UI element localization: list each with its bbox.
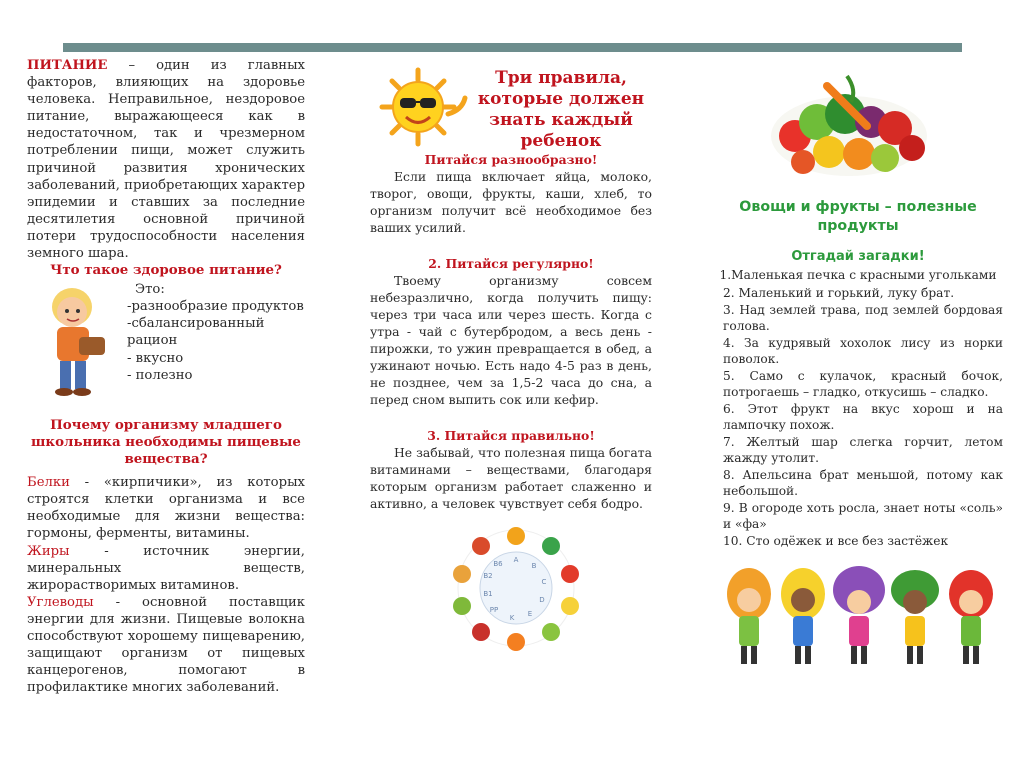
boy-illustration	[27, 279, 127, 404]
rules-title: Три правила, которые должен знать каждый ребенок	[477, 68, 645, 151]
nutrient-proteins	[27, 474, 305, 542]
nutrient-term: Белки	[27, 475, 70, 491]
riddle-item: 2. Маленький и горький, луку брат.	[723, 285, 955, 300]
intro-text: – один из главных факторов, влияющих на здоровье человека. Неправильное, нездоровое питание, выражающееся как в недостаточном, так и чрезмерном потреблении пищи, может служить причиной развития хронических заболеваний, приобретающих характер эпидемии и ставших за последние десятилетия основной причиной потери трудоспособности населения земного шара.	[27, 58, 306, 262]
riddle-item: 4. За кудрявый хохолок лису из норки поволок.	[723, 336, 1003, 366]
vitamin-letter: K	[509, 614, 515, 622]
riddle-item: 3. Над землей трава, под землей бордовая голова.	[723, 303, 1003, 333]
veg-fruit-title: Овощи и фрукты – полезные продукты	[739, 199, 977, 234]
vitamin-letter: D	[539, 596, 545, 604]
riddle-item: 1.Маленькая печка с красными угольками	[719, 268, 997, 282]
vitamin-letter: A	[513, 556, 519, 564]
rule-2-title: 2. Питайся регулярно!	[428, 256, 594, 271]
riddles-title: Отгадай загадки!	[791, 249, 925, 264]
question-healthy-food: Что такое здоровое питание?	[50, 262, 282, 279]
healthy-food-list	[127, 281, 305, 384]
rule-3-title: 3. Питайся правильно!	[427, 428, 595, 443]
intro-paragraph	[27, 57, 305, 262]
rule-1-text: Если пища включает яйца, молоко, творог, овощи, фрукты, каши, хлеб, то организм получит всё необходимое без ваших усилий.	[370, 169, 652, 235]
vitamin-letter: E	[527, 610, 533, 618]
nutrient-carbs	[27, 594, 305, 697]
left-column	[27, 57, 305, 696]
vitamin-letter: B6	[493, 560, 503, 568]
vitamin-letter: B2	[483, 572, 493, 580]
nutrient-term: Жиры	[27, 543, 70, 559]
top-divider-bar	[63, 43, 962, 52]
nutrient-term: Углеводы	[27, 594, 94, 610]
rule-3-text: Не забывай, что полезная пища богата витаминами – веществами, благодаря которым организм работает слаженно и активно, а человек чувствует себя бодро.	[370, 445, 652, 511]
nutrient-text: - основной поставщик энергии для жизни. Пищевые волокна способствуют хорошему пищеварению, защищают организм от пищевых канцерогенов, помогают в профилактике многих заболеваний.	[27, 594, 305, 696]
vitamin-plate-illustration	[436, 526, 596, 651]
nutrient-text: - источник энергии, минеральных веществ, жирорастворимых витаминов.	[27, 543, 305, 593]
rules-header	[370, 66, 652, 152]
list-item: - вкусно	[127, 350, 184, 366]
sun-illustration	[370, 66, 470, 148]
vitamin-letter: C	[541, 578, 547, 586]
healthy-food-block	[27, 279, 305, 417]
middle-column	[370, 66, 652, 651]
nutrient-text: - «кирпичики», из которых строятся клетки организма и все необходимые для жизни вещества: гормоны, ферменты, витамины.	[27, 475, 305, 542]
kids-in-veg-costumes-illustration	[721, 564, 1001, 674]
list-item: -сбалансированный рацион	[127, 316, 265, 349]
list-item: Это:	[135, 282, 165, 298]
nutrient-fats	[27, 543, 305, 594]
question-nutrients: Почему организму младшего школьника необходимы пищевые вещества?	[31, 417, 301, 468]
right-column	[713, 66, 1003, 674]
riddle-item: 8. Апельсина брат меньшой, потому как небольшой.	[723, 468, 1003, 498]
vitamin-letter: PP	[489, 606, 499, 614]
riddle-item: 10. Сто одёжек и все без застёжек	[723, 534, 949, 548]
riddles-list	[713, 268, 1003, 550]
riddle-item: 9. В огороде хоть росла, знает ноты «соль» и «фа»	[723, 501, 1003, 531]
riddle-item: 5. Само с кулачок, красный бочок, потрогаешь – гладко, откусишь – сладко.	[723, 369, 1003, 399]
vegetables-illustration	[767, 66, 932, 186]
list-item: - полезно	[127, 367, 193, 383]
rule-2-text: Твоему организму совсем небезразлично, когда получить пищу: через три часа или через шесть. Когда с утра - чай с бутербродом, а весь день - пирожки, то ужин превращается в обед, а ужинают ночью. Есть надо 4-5 раз в день, не позднее, чем за 1,5-2 часа до сна, а перед сном выпить сок или кефир.	[370, 273, 652, 407]
list-item: -разнообразие продуктов	[127, 299, 304, 315]
vitamin-letter: B	[531, 562, 537, 570]
riddle-item: 6. Этот фрукт на вкус хорош и на лампочку похож.	[723, 402, 1003, 432]
rule-1-title: Питайся разнообразно!	[424, 152, 598, 167]
intro-lead: ПИТАНИЕ	[27, 58, 108, 73]
riddle-item: 7. Желтый шар слегка горчит, летом жажду утолит.	[723, 435, 1003, 465]
vitamin-letter: B1	[483, 590, 493, 598]
